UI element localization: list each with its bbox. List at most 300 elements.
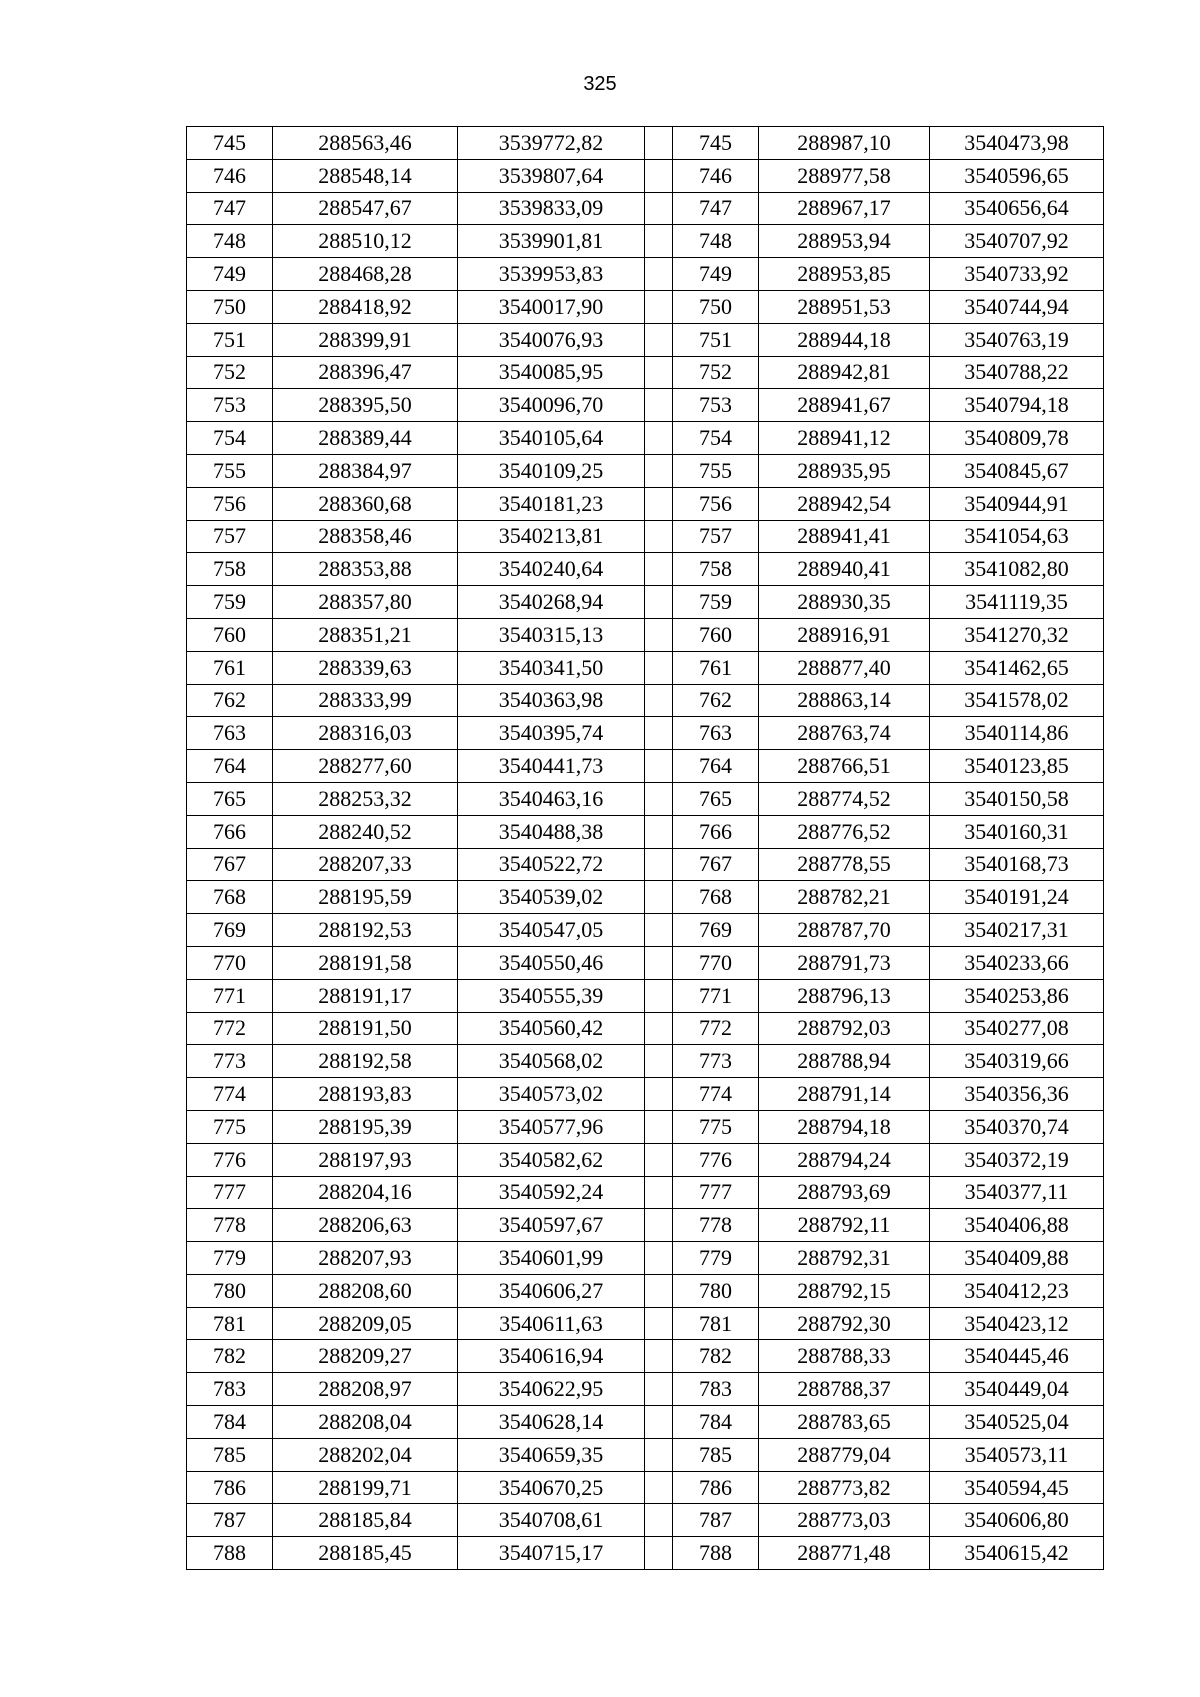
- left-y-coordinate-cell: 3540582,62: [458, 1143, 645, 1176]
- right-x-coordinate-cell: 288778,55: [759, 848, 930, 881]
- right-point-number-cell: 760: [673, 618, 759, 651]
- right-point-number-cell: 782: [673, 1340, 759, 1373]
- right-point-number-cell: 787: [673, 1504, 759, 1537]
- table-row: [187, 848, 1104, 881]
- left-x-coordinate-cell: 288202,04: [273, 1438, 458, 1471]
- right-point-number-cell: 772: [673, 1012, 759, 1045]
- left-point-number-cell: 775: [187, 1110, 273, 1143]
- right-point-number-cell: 774: [673, 1078, 759, 1111]
- spacer-cell: [645, 1110, 673, 1143]
- right-x-coordinate-cell: 288773,82: [759, 1471, 930, 1504]
- table-row: [187, 1209, 1104, 1242]
- right-y-coordinate-cell: 3540763,19: [930, 323, 1104, 356]
- right-point-number-cell: 747: [673, 192, 759, 225]
- right-y-coordinate-cell: 3540573,11: [930, 1438, 1104, 1471]
- left-y-coordinate-cell: 3539953,83: [458, 258, 645, 291]
- table-row: [187, 815, 1104, 848]
- left-y-coordinate-cell: 3539833,09: [458, 192, 645, 225]
- left-x-coordinate-cell: 288548,14: [273, 159, 458, 192]
- right-y-coordinate-cell: 3540606,80: [930, 1504, 1104, 1537]
- table-row: [187, 946, 1104, 979]
- right-y-coordinate-cell: 3540788,22: [930, 356, 1104, 389]
- left-point-number-cell: 756: [187, 487, 273, 520]
- right-y-coordinate-cell: 3540656,64: [930, 192, 1104, 225]
- left-point-number-cell: 788: [187, 1537, 273, 1570]
- right-x-coordinate-cell: 288788,37: [759, 1373, 930, 1406]
- right-point-number-cell: 766: [673, 815, 759, 848]
- right-y-coordinate-cell: 3540525,04: [930, 1406, 1104, 1439]
- left-point-number-cell: 772: [187, 1012, 273, 1045]
- table-row: [187, 520, 1104, 553]
- right-x-coordinate-cell: 288863,14: [759, 684, 930, 717]
- right-y-coordinate-cell: 3540845,67: [930, 454, 1104, 487]
- left-x-coordinate-cell: 288185,45: [273, 1537, 458, 1570]
- right-x-coordinate-cell: 288792,30: [759, 1307, 930, 1340]
- spacer-cell: [645, 192, 673, 225]
- left-y-coordinate-cell: 3540085,95: [458, 356, 645, 389]
- left-y-coordinate-cell: 3540568,02: [458, 1045, 645, 1078]
- left-point-number-cell: 779: [187, 1242, 273, 1275]
- left-x-coordinate-cell: 288547,67: [273, 192, 458, 225]
- right-y-coordinate-cell: 3540233,66: [930, 946, 1104, 979]
- left-y-coordinate-cell: 3540606,27: [458, 1274, 645, 1307]
- table-row: [187, 1110, 1104, 1143]
- left-y-coordinate-cell: 3540560,42: [458, 1012, 645, 1045]
- left-point-number-cell: 760: [187, 618, 273, 651]
- spacer-cell: [645, 1438, 673, 1471]
- spacer-cell: [645, 127, 673, 160]
- right-point-number-cell: 751: [673, 323, 759, 356]
- table-row: [187, 225, 1104, 258]
- right-point-number-cell: 762: [673, 684, 759, 717]
- right-point-number-cell: 770: [673, 946, 759, 979]
- right-x-coordinate-cell: 288766,51: [759, 750, 930, 783]
- right-y-coordinate-cell: 3540372,19: [930, 1143, 1104, 1176]
- left-point-number-cell: 767: [187, 848, 273, 881]
- left-y-coordinate-cell: 3540659,35: [458, 1438, 645, 1471]
- left-y-coordinate-cell: 3540670,25: [458, 1471, 645, 1504]
- spacer-cell: [645, 684, 673, 717]
- left-point-number-cell: 759: [187, 586, 273, 619]
- left-y-coordinate-cell: 3540577,96: [458, 1110, 645, 1143]
- right-x-coordinate-cell: 288987,10: [759, 127, 930, 160]
- spacer-cell: [645, 914, 673, 947]
- left-x-coordinate-cell: 288389,44: [273, 422, 458, 455]
- coordinates-table-body: [187, 127, 1104, 1570]
- spacer-cell: [645, 1373, 673, 1406]
- left-x-coordinate-cell: 288351,21: [273, 618, 458, 651]
- table-row: [187, 258, 1104, 291]
- left-x-coordinate-cell: 288253,32: [273, 782, 458, 815]
- left-y-coordinate-cell: 3540181,23: [458, 487, 645, 520]
- table-row: [187, 684, 1104, 717]
- left-x-coordinate-cell: 288209,27: [273, 1340, 458, 1373]
- spacer-cell: [645, 1406, 673, 1439]
- right-x-coordinate-cell: 288791,14: [759, 1078, 930, 1111]
- left-x-coordinate-cell: 288199,71: [273, 1471, 458, 1504]
- spacer-cell: [645, 1504, 673, 1537]
- table-row: [187, 1537, 1104, 1570]
- left-x-coordinate-cell: 288192,58: [273, 1045, 458, 1078]
- right-y-coordinate-cell: 3540445,46: [930, 1340, 1104, 1373]
- table-row: [187, 356, 1104, 389]
- spacer-cell: [645, 815, 673, 848]
- right-y-coordinate-cell: 3540319,66: [930, 1045, 1104, 1078]
- left-x-coordinate-cell: 288384,97: [273, 454, 458, 487]
- right-y-coordinate-cell: 3540809,78: [930, 422, 1104, 455]
- right-point-number-cell: 754: [673, 422, 759, 455]
- right-y-coordinate-cell: 3540733,92: [930, 258, 1104, 291]
- left-point-number-cell: 753: [187, 389, 273, 422]
- spacer-cell: [645, 553, 673, 586]
- table-row: [187, 717, 1104, 750]
- right-x-coordinate-cell: 288941,67: [759, 389, 930, 422]
- left-y-coordinate-cell: 3540611,63: [458, 1307, 645, 1340]
- right-y-coordinate-cell: 3540744,94: [930, 290, 1104, 323]
- right-point-number-cell: 781: [673, 1307, 759, 1340]
- right-y-coordinate-cell: 3540409,88: [930, 1242, 1104, 1275]
- left-x-coordinate-cell: 288468,28: [273, 258, 458, 291]
- left-point-number-cell: 752: [187, 356, 273, 389]
- spacer-cell: [645, 389, 673, 422]
- table-row: [187, 1274, 1104, 1307]
- table-row: [187, 1045, 1104, 1078]
- spacer-cell: [645, 1242, 673, 1275]
- left-y-coordinate-cell: 3540109,25: [458, 454, 645, 487]
- right-point-number-cell: 749: [673, 258, 759, 291]
- right-point-number-cell: 776: [673, 1143, 759, 1176]
- table-row: [187, 1340, 1104, 1373]
- left-y-coordinate-cell: 3540463,16: [458, 782, 645, 815]
- right-y-coordinate-cell: 3540412,23: [930, 1274, 1104, 1307]
- left-x-coordinate-cell: 288207,33: [273, 848, 458, 881]
- left-point-number-cell: 765: [187, 782, 273, 815]
- left-point-number-cell: 783: [187, 1373, 273, 1406]
- right-x-coordinate-cell: 288794,18: [759, 1110, 930, 1143]
- table-row: [187, 1471, 1104, 1504]
- right-x-coordinate-cell: 288942,81: [759, 356, 930, 389]
- table-row: [187, 750, 1104, 783]
- spacer-cell: [645, 323, 673, 356]
- left-y-coordinate-cell: 3540268,94: [458, 586, 645, 619]
- right-y-coordinate-cell: 3540707,92: [930, 225, 1104, 258]
- spacer-cell: [645, 290, 673, 323]
- right-point-number-cell: 761: [673, 651, 759, 684]
- right-point-number-cell: 763: [673, 717, 759, 750]
- left-y-coordinate-cell: 3540441,73: [458, 750, 645, 783]
- spacer-cell: [645, 225, 673, 258]
- left-point-number-cell: 770: [187, 946, 273, 979]
- right-point-number-cell: 775: [673, 1110, 759, 1143]
- left-y-coordinate-cell: 3540573,02: [458, 1078, 645, 1111]
- table-row: [187, 1242, 1104, 1275]
- left-point-number-cell: 757: [187, 520, 273, 553]
- left-x-coordinate-cell: 288357,80: [273, 586, 458, 619]
- table-row: [187, 979, 1104, 1012]
- spacer-cell: [645, 356, 673, 389]
- left-x-coordinate-cell: 288207,93: [273, 1242, 458, 1275]
- left-y-coordinate-cell: 3540601,99: [458, 1242, 645, 1275]
- right-point-number-cell: 748: [673, 225, 759, 258]
- right-x-coordinate-cell: 288930,35: [759, 586, 930, 619]
- left-point-number-cell: 748: [187, 225, 273, 258]
- right-point-number-cell: 773: [673, 1045, 759, 1078]
- left-x-coordinate-cell: 288195,39: [273, 1110, 458, 1143]
- left-x-coordinate-cell: 288208,04: [273, 1406, 458, 1439]
- spacer-cell: [645, 1078, 673, 1111]
- left-y-coordinate-cell: 3540363,98: [458, 684, 645, 717]
- right-y-coordinate-cell: 3540423,12: [930, 1307, 1104, 1340]
- right-y-coordinate-cell: 3541119,35: [930, 586, 1104, 619]
- table-row: [187, 1373, 1104, 1406]
- left-y-coordinate-cell: 3540488,38: [458, 815, 645, 848]
- spacer-cell: [645, 1045, 673, 1078]
- spacer-cell: [645, 881, 673, 914]
- left-x-coordinate-cell: 288193,83: [273, 1078, 458, 1111]
- table-row: [187, 454, 1104, 487]
- right-y-coordinate-cell: 3540473,98: [930, 127, 1104, 160]
- right-y-coordinate-cell: 3540356,36: [930, 1078, 1104, 1111]
- right-x-coordinate-cell: 288940,41: [759, 553, 930, 586]
- left-y-coordinate-cell: 3540550,46: [458, 946, 645, 979]
- left-y-coordinate-cell: 3540105,64: [458, 422, 645, 455]
- left-point-number-cell: 764: [187, 750, 273, 783]
- right-x-coordinate-cell: 288774,52: [759, 782, 930, 815]
- left-point-number-cell: 758: [187, 553, 273, 586]
- right-y-coordinate-cell: 3540191,24: [930, 881, 1104, 914]
- spacer-cell: [645, 979, 673, 1012]
- spacer-cell: [645, 782, 673, 815]
- left-y-coordinate-cell: 3540628,14: [458, 1406, 645, 1439]
- table-row: [187, 487, 1104, 520]
- left-y-coordinate-cell: 3540017,90: [458, 290, 645, 323]
- left-x-coordinate-cell: 288185,84: [273, 1504, 458, 1537]
- right-y-coordinate-cell: 3540253,86: [930, 979, 1104, 1012]
- left-point-number-cell: 754: [187, 422, 273, 455]
- spacer-cell: [645, 1143, 673, 1176]
- left-y-coordinate-cell: 3540555,39: [458, 979, 645, 1012]
- left-point-number-cell: 766: [187, 815, 273, 848]
- left-x-coordinate-cell: 288396,47: [273, 356, 458, 389]
- right-point-number-cell: 758: [673, 553, 759, 586]
- right-point-number-cell: 768: [673, 881, 759, 914]
- left-x-coordinate-cell: 288191,17: [273, 979, 458, 1012]
- left-y-coordinate-cell: 3540076,93: [458, 323, 645, 356]
- left-point-number-cell: 773: [187, 1045, 273, 1078]
- right-point-number-cell: 788: [673, 1537, 759, 1570]
- right-point-number-cell: 752: [673, 356, 759, 389]
- left-point-number-cell: 745: [187, 127, 273, 160]
- left-point-number-cell: 776: [187, 1143, 273, 1176]
- right-x-coordinate-cell: 288763,74: [759, 717, 930, 750]
- table-row: [187, 1504, 1104, 1537]
- left-y-coordinate-cell: 3540240,64: [458, 553, 645, 586]
- right-y-coordinate-cell: 3540217,31: [930, 914, 1104, 947]
- right-x-coordinate-cell: 288792,03: [759, 1012, 930, 1045]
- table-row: [187, 290, 1104, 323]
- left-point-number-cell: 780: [187, 1274, 273, 1307]
- spacer-cell: [645, 1209, 673, 1242]
- left-y-coordinate-cell: 3539772,82: [458, 127, 645, 160]
- spacer-cell: [645, 1176, 673, 1209]
- right-y-coordinate-cell: 3540123,85: [930, 750, 1104, 783]
- right-point-number-cell: 779: [673, 1242, 759, 1275]
- left-y-coordinate-cell: 3540715,17: [458, 1537, 645, 1570]
- right-y-coordinate-cell: 3540406,88: [930, 1209, 1104, 1242]
- left-y-coordinate-cell: 3540622,95: [458, 1373, 645, 1406]
- table-row: [187, 1406, 1104, 1439]
- left-x-coordinate-cell: 288333,99: [273, 684, 458, 717]
- table-row: [187, 914, 1104, 947]
- spacer-cell: [645, 1537, 673, 1570]
- left-point-number-cell: 746: [187, 159, 273, 192]
- page-number: 325: [583, 73, 617, 95]
- left-point-number-cell: 787: [187, 1504, 273, 1537]
- right-point-number-cell: 759: [673, 586, 759, 619]
- right-y-coordinate-cell: 3541082,80: [930, 553, 1104, 586]
- right-x-coordinate-cell: 288944,18: [759, 323, 930, 356]
- left-y-coordinate-cell: 3540539,02: [458, 881, 645, 914]
- table-row: [187, 881, 1104, 914]
- left-point-number-cell: 755: [187, 454, 273, 487]
- right-point-number-cell: 757: [673, 520, 759, 553]
- right-y-coordinate-cell: 3540160,31: [930, 815, 1104, 848]
- table-row: [187, 1438, 1104, 1471]
- spacer-cell: [645, 750, 673, 783]
- right-point-number-cell: 777: [673, 1176, 759, 1209]
- left-point-number-cell: 749: [187, 258, 273, 291]
- right-x-coordinate-cell: 288941,12: [759, 422, 930, 455]
- right-x-coordinate-cell: 288782,21: [759, 881, 930, 914]
- right-x-coordinate-cell: 288967,17: [759, 192, 930, 225]
- right-y-coordinate-cell: 3540370,74: [930, 1110, 1104, 1143]
- right-y-coordinate-cell: 3540615,42: [930, 1537, 1104, 1570]
- left-x-coordinate-cell: 288240,52: [273, 815, 458, 848]
- right-point-number-cell: 746: [673, 159, 759, 192]
- left-x-coordinate-cell: 288197,93: [273, 1143, 458, 1176]
- right-point-number-cell: 767: [673, 848, 759, 881]
- spacer-cell: [645, 1471, 673, 1504]
- left-x-coordinate-cell: 288353,88: [273, 553, 458, 586]
- right-y-coordinate-cell: 3540596,65: [930, 159, 1104, 192]
- left-y-coordinate-cell: 3540395,74: [458, 717, 645, 750]
- right-x-coordinate-cell: 288791,73: [759, 946, 930, 979]
- table-row: [187, 1012, 1104, 1045]
- right-point-number-cell: 783: [673, 1373, 759, 1406]
- left-y-coordinate-cell: 3539901,81: [458, 225, 645, 258]
- table-row: [187, 1176, 1104, 1209]
- right-point-number-cell: 765: [673, 782, 759, 815]
- spacer-cell: [645, 1274, 673, 1307]
- right-point-number-cell: 786: [673, 1471, 759, 1504]
- right-y-coordinate-cell: 3540377,11: [930, 1176, 1104, 1209]
- right-x-coordinate-cell: 288776,52: [759, 815, 930, 848]
- left-x-coordinate-cell: 288195,59: [273, 881, 458, 914]
- spacer-cell: [645, 586, 673, 619]
- left-y-coordinate-cell: 3540547,05: [458, 914, 645, 947]
- right-y-coordinate-cell: 3540277,08: [930, 1012, 1104, 1045]
- right-point-number-cell: 750: [673, 290, 759, 323]
- left-y-coordinate-cell: 3540522,72: [458, 848, 645, 881]
- table-row: [187, 651, 1104, 684]
- left-y-coordinate-cell: 3540592,24: [458, 1176, 645, 1209]
- spacer-cell: [645, 422, 673, 455]
- table-row: [187, 127, 1104, 160]
- left-point-number-cell: 761: [187, 651, 273, 684]
- spacer-cell: [645, 848, 673, 881]
- left-point-number-cell: 784: [187, 1406, 273, 1439]
- right-x-coordinate-cell: 288788,94: [759, 1045, 930, 1078]
- right-point-number-cell: 778: [673, 1209, 759, 1242]
- table-row: [187, 553, 1104, 586]
- spacer-cell: [645, 717, 673, 750]
- left-x-coordinate-cell: 288418,92: [273, 290, 458, 323]
- right-y-coordinate-cell: 3540150,58: [930, 782, 1104, 815]
- left-y-coordinate-cell: 3540708,61: [458, 1504, 645, 1537]
- right-x-coordinate-cell: 288935,95: [759, 454, 930, 487]
- left-x-coordinate-cell: 288563,46: [273, 127, 458, 160]
- right-point-number-cell: 784: [673, 1406, 759, 1439]
- left-x-coordinate-cell: 288277,60: [273, 750, 458, 783]
- left-y-coordinate-cell: 3540597,67: [458, 1209, 645, 1242]
- right-x-coordinate-cell: 288792,11: [759, 1209, 930, 1242]
- left-point-number-cell: 786: [187, 1471, 273, 1504]
- right-x-coordinate-cell: 288793,69: [759, 1176, 930, 1209]
- right-y-coordinate-cell: 3541054,63: [930, 520, 1104, 553]
- spacer-cell: [645, 454, 673, 487]
- spacer-cell: [645, 159, 673, 192]
- left-point-number-cell: 751: [187, 323, 273, 356]
- spacer-cell: [645, 520, 673, 553]
- right-point-number-cell: 755: [673, 454, 759, 487]
- right-point-number-cell: 745: [673, 127, 759, 160]
- left-x-coordinate-cell: 288510,12: [273, 225, 458, 258]
- spacer-cell: [645, 1012, 673, 1045]
- right-point-number-cell: 764: [673, 750, 759, 783]
- left-point-number-cell: 762: [187, 684, 273, 717]
- table-row: [187, 1307, 1104, 1340]
- left-x-coordinate-cell: 288208,97: [273, 1373, 458, 1406]
- left-point-number-cell: 777: [187, 1176, 273, 1209]
- left-point-number-cell: 768: [187, 881, 273, 914]
- table-row: [187, 586, 1104, 619]
- right-x-coordinate-cell: 288951,53: [759, 290, 930, 323]
- right-x-coordinate-cell: 288779,04: [759, 1438, 930, 1471]
- table-row: [187, 389, 1104, 422]
- left-x-coordinate-cell: 288395,50: [273, 389, 458, 422]
- right-x-coordinate-cell: 288792,31: [759, 1242, 930, 1275]
- right-point-number-cell: 785: [673, 1438, 759, 1471]
- right-point-number-cell: 756: [673, 487, 759, 520]
- right-y-coordinate-cell: 3540794,18: [930, 389, 1104, 422]
- table-row: [187, 159, 1104, 192]
- right-x-coordinate-cell: 288796,13: [759, 979, 930, 1012]
- left-y-coordinate-cell: 3540096,70: [458, 389, 645, 422]
- coordinates-table: [186, 126, 1104, 1570]
- table-row: [187, 422, 1104, 455]
- right-x-coordinate-cell: 288942,54: [759, 487, 930, 520]
- left-x-coordinate-cell: 288208,60: [273, 1274, 458, 1307]
- right-x-coordinate-cell: 288941,41: [759, 520, 930, 553]
- right-x-coordinate-cell: 288771,48: [759, 1537, 930, 1570]
- table-row: [187, 782, 1104, 815]
- left-x-coordinate-cell: 288316,03: [273, 717, 458, 750]
- right-x-coordinate-cell: 288953,94: [759, 225, 930, 258]
- table-row: [187, 323, 1104, 356]
- right-x-coordinate-cell: 288794,24: [759, 1143, 930, 1176]
- left-point-number-cell: 785: [187, 1438, 273, 1471]
- spacer-cell: [645, 651, 673, 684]
